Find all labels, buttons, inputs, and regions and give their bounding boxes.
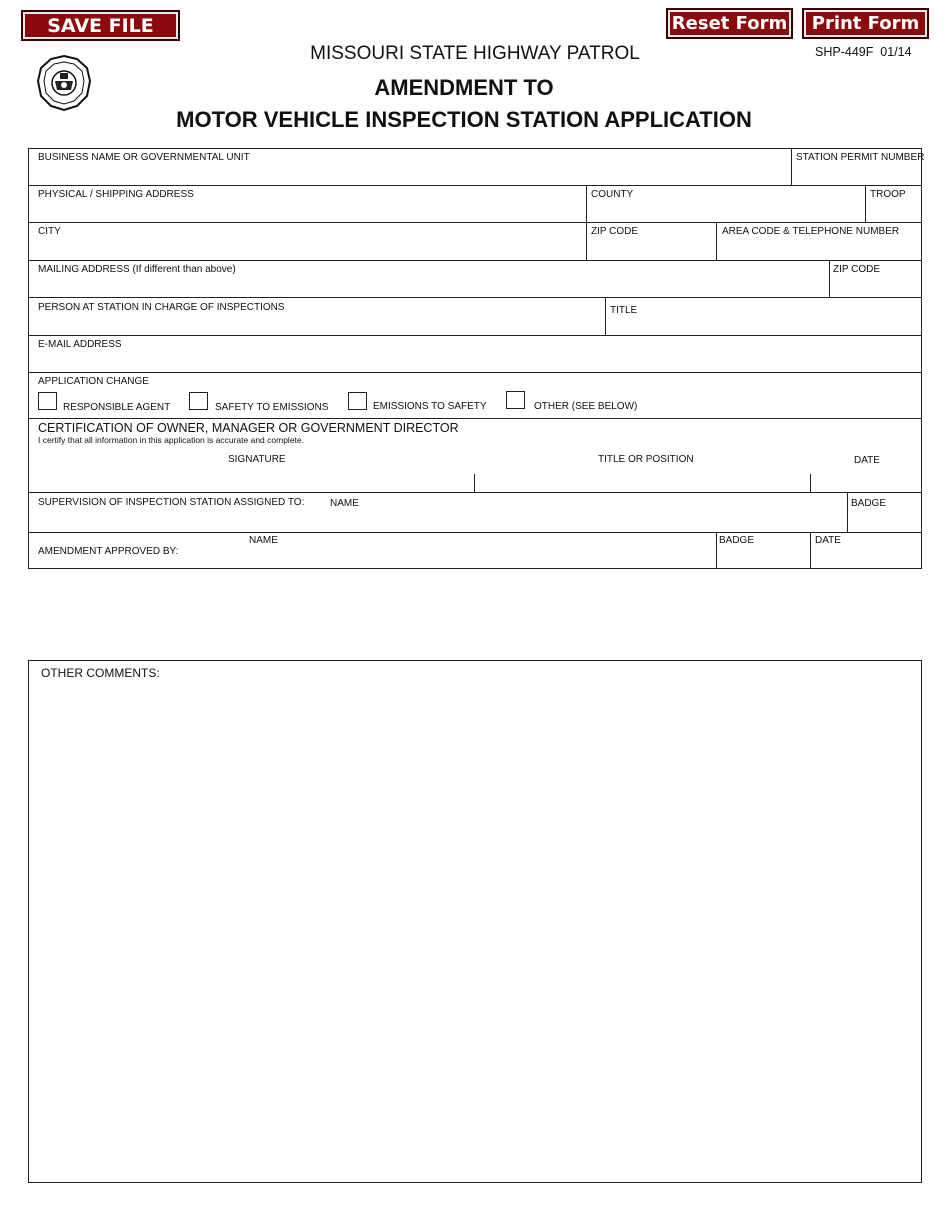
- phone-label: AREA CODE & TELEPHONE NUMBER: [722, 226, 900, 237]
- other-see-below-checkbox[interactable]: [506, 391, 525, 409]
- station-permit-label: STATION PERMIT NUMBER: [796, 152, 925, 163]
- email-field[interactable]: [30, 351, 919, 371]
- certification-heading: CERTIFICATION OF OWNER, MANAGER OR GOVERNMENT DIRECTOR: [38, 421, 459, 435]
- form-number: SHP-449F 01/14: [815, 45, 912, 59]
- supervision-badge-field[interactable]: [849, 512, 919, 531]
- county-field[interactable]: [588, 201, 863, 221]
- responsible-agent-checkbox[interactable]: [38, 392, 57, 410]
- troop-label: TROOP: [870, 189, 906, 200]
- save-file-button[interactable]: SAVE FILE: [21, 10, 180, 41]
- signature-label: SIGNATURE: [228, 454, 286, 465]
- business-name-field[interactable]: [30, 164, 788, 184]
- form-title-line2: MOTOR VEHICLE INSPECTION STATION APPLICATION: [176, 107, 752, 132]
- responsible-agent-label: RESPONSIBLE AGENT: [63, 402, 171, 413]
- signature-field[interactable]: [30, 470, 472, 491]
- supervision-label: SUPERVISION OF INSPECTION STATION ASSIGNED TO:: [38, 497, 305, 508]
- safety-to-emissions-checkbox[interactable]: [189, 392, 208, 410]
- approved-by-label: AMENDMENT APPROVED BY:: [38, 546, 179, 557]
- approved-badge-field[interactable]: [718, 548, 808, 567]
- form-title-line1: AMENDMENT TO: [374, 75, 554, 100]
- supervision-name-label: NAME: [330, 498, 359, 509]
- county-label: COUNTY: [591, 189, 634, 200]
- other-comments-box[interactable]: [28, 660, 922, 1183]
- approved-date-field[interactable]: [812, 548, 919, 567]
- phone-field[interactable]: [718, 238, 919, 259]
- reset-form-button[interactable]: Reset Form: [666, 8, 793, 39]
- city-field[interactable]: [30, 238, 584, 259]
- zip-code-field[interactable]: [588, 238, 714, 259]
- title-or-position-label: TITLE OR POSITION: [598, 454, 694, 465]
- station-permit-field[interactable]: [793, 164, 919, 184]
- application-change-label: APPLICATION CHANGE: [38, 376, 149, 387]
- physical-address-label: PHYSICAL / SHIPPING ADDRESS: [38, 189, 194, 200]
- approved-name-field[interactable]: [200, 548, 714, 567]
- email-label: E-MAIL ADDRESS: [38, 339, 122, 350]
- zip-code-label: ZIP CODE: [591, 226, 639, 237]
- date-field[interactable]: [812, 470, 919, 491]
- approved-date-label: DATE: [815, 535, 841, 546]
- supervision-name-field[interactable]: [330, 512, 845, 531]
- approved-badge-label: BADGE: [719, 535, 755, 546]
- person-in-charge-label: PERSON AT STATION IN CHARGE OF INSPECTIONS: [38, 302, 285, 313]
- troop-field[interactable]: [867, 201, 919, 221]
- physical-address-field[interactable]: [30, 201, 584, 221]
- safety-to-emissions-label: SAFETY TO EMISSIONS: [215, 402, 329, 413]
- title-field[interactable]: [607, 318, 919, 334]
- mailing-zip-label: ZIP CODE: [833, 264, 881, 275]
- other-comments-label: OTHER COMMENTS:: [41, 666, 160, 680]
- city-label: CITY: [38, 226, 61, 237]
- emissions-to-safety-checkbox[interactable]: [348, 392, 367, 410]
- mailing-address-field[interactable]: [30, 276, 827, 296]
- supervision-badge-label: BADGE: [851, 498, 887, 509]
- title-or-position-field[interactable]: [476, 470, 808, 491]
- other-see-below-label: OTHER (SEE BELOW): [534, 401, 638, 412]
- business-name-label: BUSINESS NAME OR GOVERNMENTAL UNIT: [38, 152, 250, 163]
- agency-name: MISSOURI STATE HIGHWAY PATROL: [310, 43, 640, 64]
- date-label: DATE: [854, 455, 880, 466]
- title-label: TITLE: [610, 305, 638, 316]
- emissions-to-safety-label: EMISSIONS TO SAFETY: [373, 401, 487, 412]
- person-in-charge-field[interactable]: [30, 314, 603, 334]
- mailing-address-label: MAILING ADDRESS (If different than above): [38, 264, 236, 275]
- approved-name-label: NAME: [249, 535, 278, 546]
- print-form-button[interactable]: Print Form: [802, 8, 929, 39]
- mailing-zip-field[interactable]: [831, 276, 919, 296]
- certification-text: I certify that all information in this application is accurate and complete.: [38, 435, 304, 445]
